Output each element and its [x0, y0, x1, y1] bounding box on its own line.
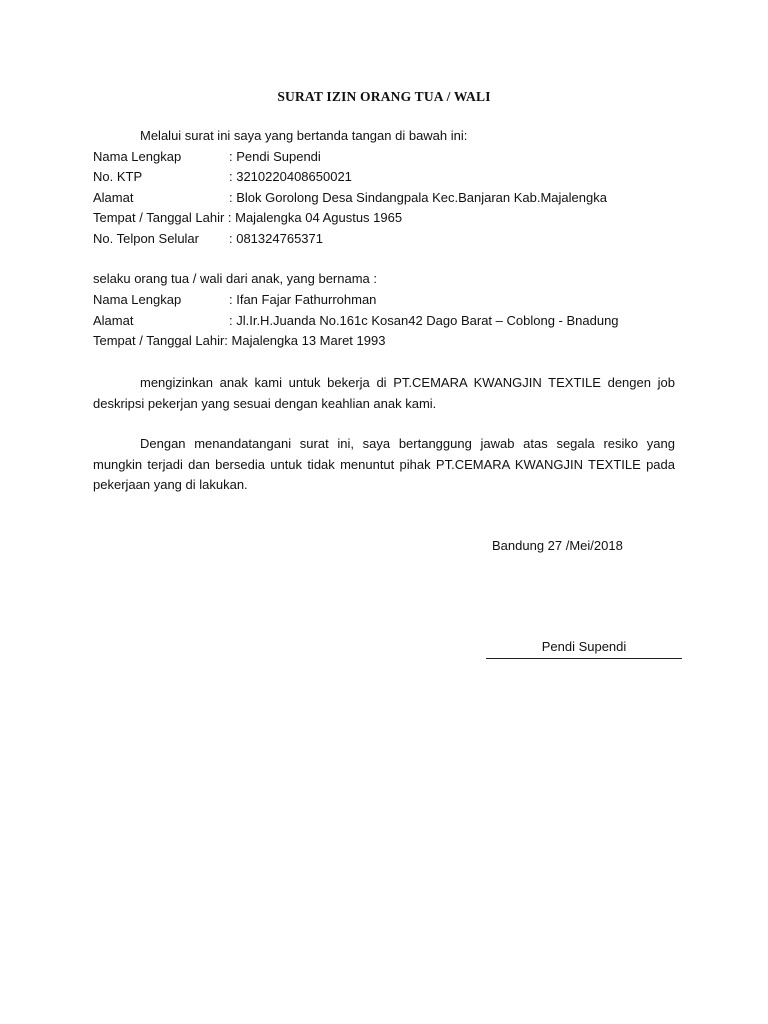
parent-address-label: Alamat: [93, 190, 134, 205]
responsibility-paragraph-text: Dengan menandatangani surat ini, saya bertanggung jawab atas segala resiko yang mungkin terjadi dan bersedia untuk tidak menuntut pihak PT.CEMARA KWANGJIN TEXTILE pada pekerjaan yang di lakukan.: [93, 436, 675, 492]
parent-phone-value: : 081324765371: [229, 231, 323, 246]
intro-text: Melalui surat ini saya yang bertanda tangan di bawah ini:: [140, 128, 468, 143]
signatory-name: Pendi Supendi: [541, 639, 627, 654]
child-name-value: : Ifan Fajar Fathurrohman: [229, 292, 377, 307]
parent-phone-label: No. Telpon Selular: [93, 231, 199, 246]
signature-line: [486, 658, 682, 659]
responsibility-paragraph: [93, 434, 675, 496]
child-name-label: Nama Lengkap: [93, 292, 182, 307]
parent-birth-row: Tempat / Tanggal Lahir : Majalengka 04 Agustus 1965: [93, 210, 403, 225]
document-title: SURAT IZIN ORANG TUA / WALI: [277, 89, 491, 104]
child-address-value: : Jl.Ir.H.Juanda No.161c Kosan42 Dago Barat – Coblong - Bnadung: [229, 313, 619, 328]
child-address-label: Alamat: [93, 313, 134, 328]
permission-paragraph: [93, 373, 675, 414]
child-birth-row: Tempat / Tanggal Lahir: Majalengka 13 Maret 1993: [93, 333, 386, 348]
parent-name-value: : Pendi Supendi: [229, 149, 321, 164]
parent-name-label: Nama Lengkap: [93, 149, 182, 164]
place-date: Bandung 27 /Mei/2018: [492, 538, 623, 553]
child-intro-text: selaku orang tua / wali dari anak, yang bernama :: [93, 271, 378, 286]
parent-ktp-value: : 3210220408650021: [229, 169, 352, 184]
permission-paragraph-text: mengizinkan anak kami untuk bekerja di PT.CEMARA KWANGJIN TEXTILE dengen job deskripsi pekerjan yang sesuai dengan keahlian anak kami.: [93, 375, 675, 411]
parent-ktp-label: No. KTP: [93, 169, 143, 184]
parent-address-value: : Blok Gorolong Desa Sindangpala Kec.Banjaran Kab.Majalengka: [229, 190, 607, 205]
